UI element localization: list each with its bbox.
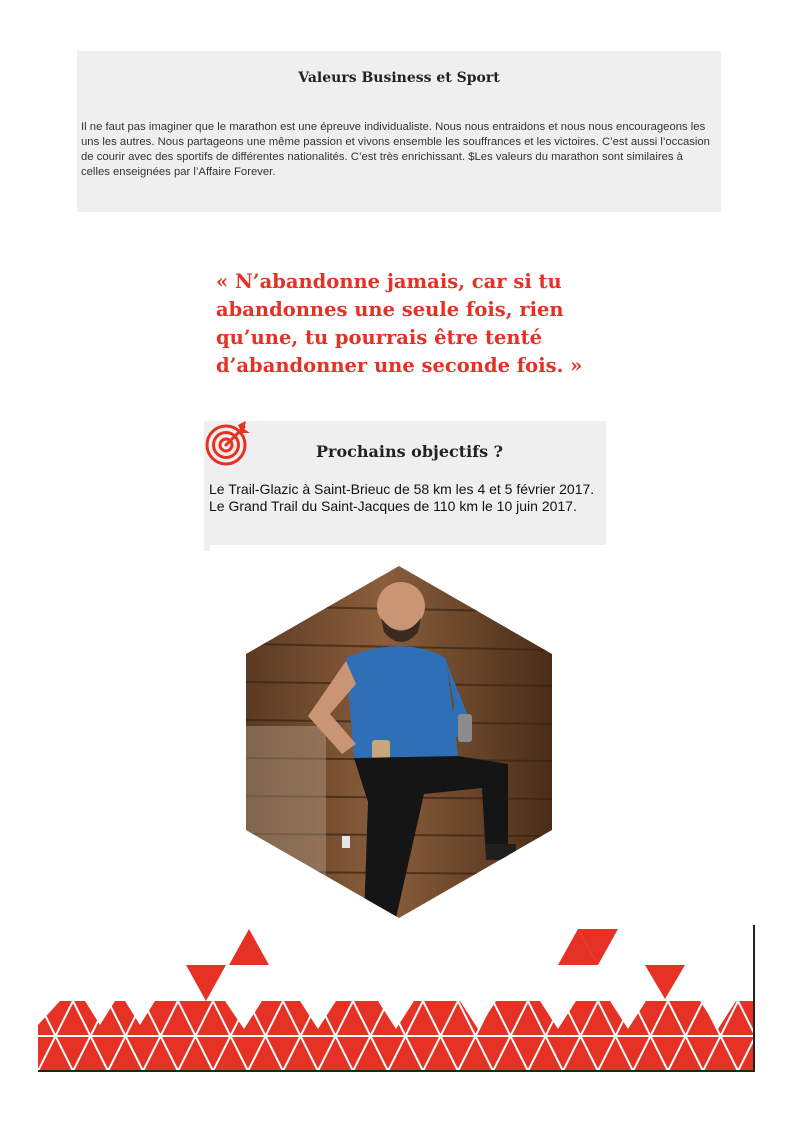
objectives-list	[209, 481, 599, 515]
pull-quote: « N’abandonne jamais, car si tu abandonnes une seule fois, rien qu’une, tu pourrais être tenté d’abandonner une seconde fois. »	[216, 270, 583, 377]
runner-photo	[246, 566, 552, 918]
objectives-title: Prochains objectifs ?	[316, 442, 504, 461]
objectives-box	[204, 421, 606, 545]
values-title: Valeurs Business et Sport	[298, 70, 500, 86]
values-text: Il ne faut pas imaginer que le marathon est une épreuve individualiste. Nous nous entraidons et nous nous encourageons les uns les autres. Nous partageons une même passion et vivons ensemble les souffrances et les victoires. C’est aussi l’occasion de courir avec des sportifs de différentes nationalités. C’est très enrichissant. $Les valeurs du marathon sont similaires à celles enseignées par l’Affaire Forever.	[81, 121, 710, 178]
triangle-pattern	[0, 925, 794, 1075]
values-box	[77, 51, 721, 212]
target-icon	[204, 419, 252, 467]
box-notch	[204, 545, 210, 551]
objective-item: Le Trail-Glazic à Saint-Brieuc de 58 km les 4 et 5 février 2017.	[209, 481, 595, 497]
objective-item: Le Grand Trail du Saint-Jacques de 110 km le 10 juin 2017.	[209, 498, 577, 514]
